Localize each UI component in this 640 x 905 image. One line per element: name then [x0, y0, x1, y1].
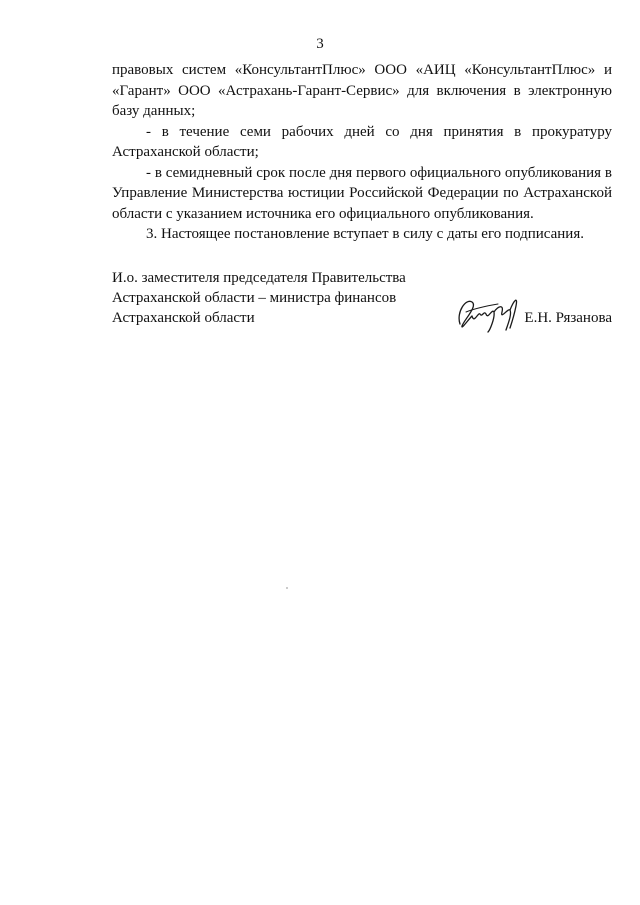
signatory-title: [112, 268, 406, 328]
signatory-title-line: Астраханской области – министра финансов: [112, 290, 397, 306]
paragraph-justice-ministry: - в семидневный срок после дня первого официального опубликования в Управление Министерства юстиции Российской Федерации по Астраханской области с указанием источника его официального опубликования.: [112, 164, 612, 222]
signatory-title-line: И.о. заместителя председателя Правительства: [112, 270, 406, 286]
paragraph-prosecutor: - в течение семи рабочих дней со дня принятия в прокуратуру Астраханской области;: [112, 123, 612, 160]
scan-speck: [286, 587, 288, 589]
signatory-name: Е.Н. Рязанова: [524, 310, 612, 326]
signatory-title-line: Астраханской области: [112, 310, 255, 326]
paragraph-legal-systems: правовых систем «КонсультантПлюс» ООО «АИЦ «КонсультантПлюс» и «Гарант» ООО «Астрахань-Гарант-Сервис» для включения в электронную базу данных;: [112, 62, 612, 119]
signature-block: [112, 268, 612, 338]
page-number: 3: [316, 36, 324, 52]
document-body: [112, 60, 612, 245]
paragraph-effective-date: 3. Настоящее постановление вступает в силу с даты его подписания.: [146, 226, 584, 242]
handwritten-signature: [452, 290, 532, 334]
